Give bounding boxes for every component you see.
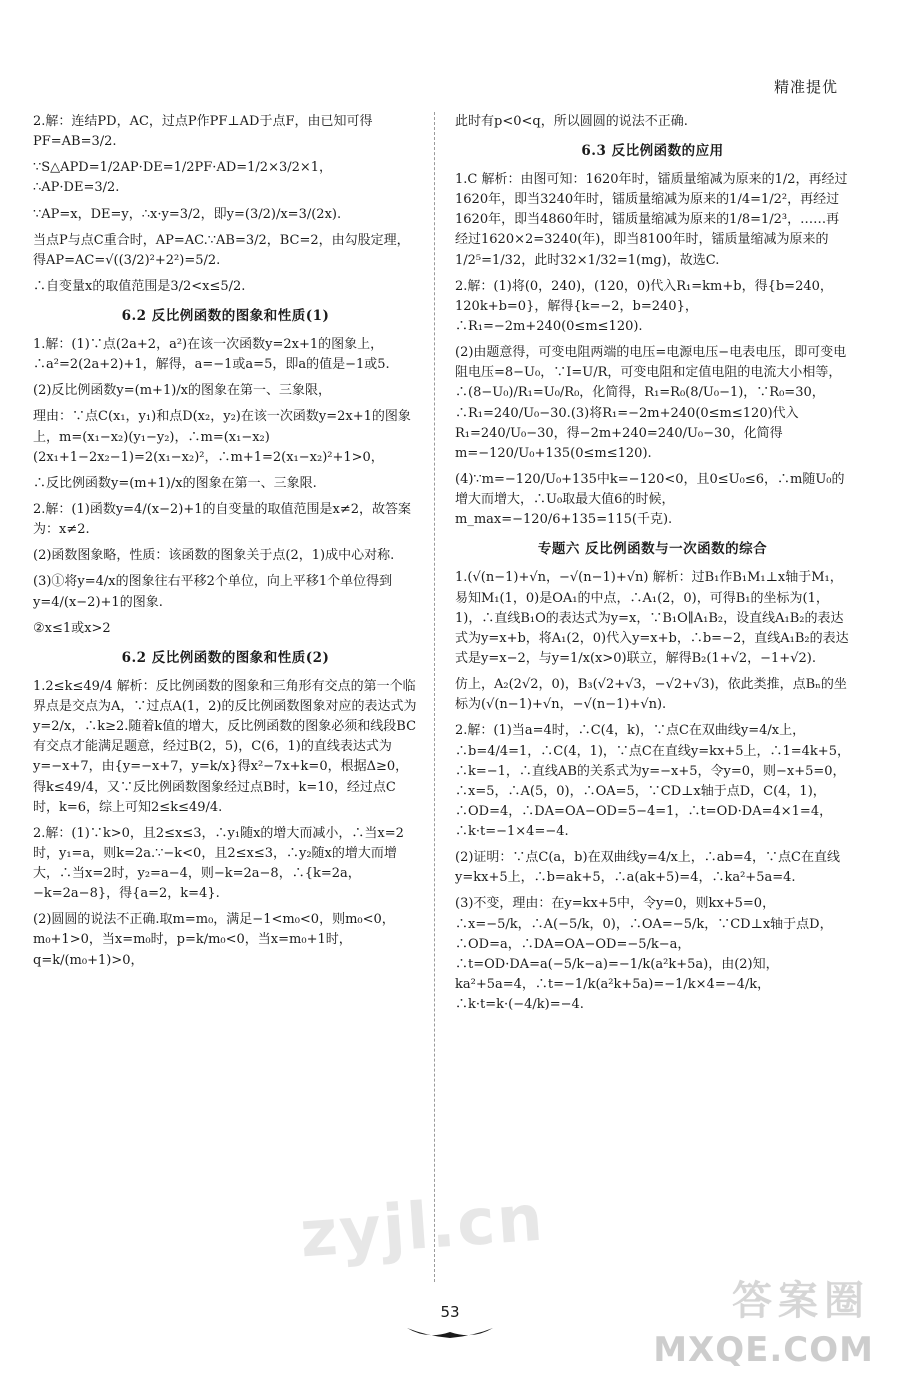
answer-paragraph: (3)不变，理由：在y=kx+5中，令y=0，则kx+5=0，∴x=−5/k，∴A(−5/k，0)，∴OA=−5/k，∵CD⊥x轴于点D，∴OD=a，∴DA=OA−OD=−5/k−a，∴t=OD·DA=a(−5/k−a)=−1/k(a²k+5a)，由(2)知，ka²+5a=4，∴t=−1/k(a²k+5a)=−1/k×4=−4/k，∴k·t=k·(−4/k)=−4. <box>455 896 833 1013</box>
answer-paragraph: 2.解：(1)函数y=4/(x−2)+1的自变量的取值范围是x≠2，故答案为：x≠2. <box>33 502 412 538</box>
answer-paragraph: (4)∵m=−120/U₀+135中k=−120<0，且0≤U₀≤6，∴m随U₀的增大而增大，∴U₀取最大值6的时候，m_max=−120/6+135=115(千克). <box>455 472 845 528</box>
page-ornament-icon <box>405 1322 495 1342</box>
section-title: 6.3 反比例函数的应用 <box>581 143 724 160</box>
answer-paragraph: 2.解：连结PD，AC，过点P作PF⊥AD于点F，由已知可得PF=AB=3/2. <box>33 114 373 150</box>
right-column <box>455 112 850 1282</box>
answer-paragraph: 2.解：(1)∵k>0，且2≤x≤3，∴y₁随x的增大而减小，∴当x=2时，y₁=a，则k=2a.∵−k<0，且2≤x≤3，∴y₂随x的增大而增大，∴当x=2时，y₂=a−4，则−k=2a−8，∴{k=2a，−k=2a−8}，得{a=2，k=4}. <box>33 825 404 902</box>
answer-paragraph: 此时有p<0<q，所以圆圆的说法不正确. <box>455 114 688 129</box>
answer-paragraph: ②x≤1或x>2 <box>33 620 111 636</box>
answer-paragraph: 理由：∵点C(x₁，y₁)和点D(x₂，y₂)在该一次函数y=2x+1的图象上，m=(x₁−x₂)(y₁−y₂)，∴m=(x₁−x₂)(2x₁+1−2x₂−1)=2(x₁−x₂)²，∴m+1=2(x₁−x₂)²+1>0， <box>33 409 411 465</box>
answer-paragraph: (2)函数图象略，性质：该函数的图象关于点(2，1)成中心对称. <box>33 548 395 564</box>
watermark-logo-text: 答案圈 <box>732 1278 870 1324</box>
answer-paragraph: 1.C 解析：由图可知：1620年时，镭质量缩减为原来的1/2，再经过1620年，即当3240年时，镭质量缩减为原来的1/4=1/2²，再经过1620年，即当4860年时，镭质量缩减为原来的1/8=1/2³，……再经过1620×2=3240(年)，即当8100年时，镭质量缩减为原来的1/2⁵=1/32，此时32×1/32=1(mg)，故选C. <box>455 172 848 268</box>
answer-paragraph: 2.解：(1)当a=4时，∴C(4，k)，∵点C在双曲线y=4/x上，∴b=4/4=1，∴C(4，1)，∵点C在直线y=kx+5上，∴1=4k+5，∴k=−1，∴直线AB的关系式为y=−x+5，令y=0，则−x+5=0，∴x=5，∴A(5，0)，∴OA=5，∵CD⊥x轴于点D，C(4，1)，∴OD=4，∴DA=OA−OD=5−4=1，∴t=OD·DA=4×1=4，∴k·t=−1×4=−4. <box>455 723 850 840</box>
answer-paragraph: (2)证明：∵点C(a，b)在双曲线y=4/x上，∴ab=4，∵点C在直线y=kx+5上，∴b=ak+5，∴a(ak+5)=4，∴ka²+5a=4. <box>455 850 840 886</box>
section-title: 6.2 反比例函数的图象和性质(1) <box>121 308 330 325</box>
answer-paragraph: ∴自变量x的取值范围是3/2<x≤5/2. <box>33 278 246 294</box>
watermark-domain: zyjl.cn <box>297 1181 547 1273</box>
answer-paragraph: 1.解：(1)∵点(2a+2，a²)在该一次函数y=2x+1的图象上，∴a²=2(2a+2)+1，解得，a=−1或a=5，即a的值是−1或5. <box>33 337 390 373</box>
answer-paragraph: ∵AP=x，DE=y，∴x·y=3/2，即y=(3/2)/x=3/(2x). <box>33 206 342 222</box>
answer-paragraph: 仿上，A₂(2√2，0)，B₃(√2+√3，−√2+√3)，依此类推，点Bₙ的坐标为(√(n−1)+√n，−√(n−1)+√n). <box>455 677 847 713</box>
answer-paragraph: ∵S△APD=1/2AP·DE=1/2PF·AD=1/2×3/2×1，∴AP·DE=3/2. <box>33 160 333 196</box>
answer-paragraph: (2)圆圆的说法不正确.取m=m₀，满足−1<m₀<0，则m₀<0，m₀+1>0，当x=m₀时，p=k/m₀<0，当x=m₀+1时，q=k/(m₀+1)>0， <box>33 912 395 968</box>
header-label: 精准提优 <box>773 78 838 96</box>
answer-paragraph: 当点P与点C重合时，AP=AC.∵AB=3/2，BC=2，由勾股定理，得AP=AC=√((3/2)²+2²)=5/2. <box>33 232 410 268</box>
answer-paragraph: 2.解：(1)将(0，240)，(120，0)代入R₁=km+b，得{b=240，120k+b=0}，解得{k=−2，b=240}，∴R₁=−2m+240(0≤m≤120). <box>455 278 833 335</box>
section-title: 6.2 反比例函数的图象和性质(2) <box>121 649 330 666</box>
left-column <box>33 112 418 1282</box>
page-number: 53 <box>440 1303 460 1321</box>
watermark-corner-logo <box>653 1272 890 1382</box>
answer-paragraph: ∴反比例函数y=(m+1)/x的图象在第一、三象限. <box>33 475 317 491</box>
answer-paragraph: 1.2≤k≤49/4 解析：反比例函数的图象和三角形有交点的第一个临界点是交点为A，∵过点A(1，2)的反比例函数图象对应的表达式为y=2/x，∴k≥2.随着k值的增大，反比例函数的图象必须和线段BC有交点才能满足题意，经过B(2，5)，C(6，1)的直线表达式为y=−x+7，由{y=−x+7，y=k/x}得x²−7x+k=0，根据Δ≥0，得k≤49/4，又∵反比例函数图象经过点B时，k=10，经过点C时，k=6，综上可知2≤k≤49/4. <box>33 678 417 815</box>
watermark-site-text: MXQE.COM <box>653 1330 874 1370</box>
answer-paragraph: (2)由题意得，可变电阻两端的电压=电源电压−电表电压，即可变电阻电压=8−U₀，∵I=U/R，可变电阻和定值电阻的电流大小相等，∴(8−U₀)/R₁=U₀/R₀，化简得，R₁=R₀(8/U₀−1)，∵R₀=30，∴R₁=240/U₀−30.(3)将R₁=−2m+240(0≤m≤120)代入R₁=240/U₀−30，得−2m+240=240/U₀−30，化简得m=−120/U₀+135(0≤m≤120). <box>455 345 847 461</box>
answer-paragraph: 1.(√(n−1)+√n，−√(n−1)+√n) 解析：过B₁作B₁M₁⊥x轴于M₁，易知M₁(1，0)是OA₁的中点，∴A₁(2，0)，可得B₁的坐标为(1，1)，∴直线B₁O的表达式为y=x，∵B₁O∥A₁B₂，设直线A₁B₂的表达式为y=x+b，将A₁(2，0)代入y=x+b，∴b=−2，直线A₁B₂的表达式是y=x−2，与y=1/x(x>0)联立，解得B₂(1+√2，−1+√2). <box>455 570 849 666</box>
answer-paragraph: (3)①将y=4/x的图象往右平移2个单位，向上平移1个单位得到y=4/(x−2)+1的图象. <box>33 574 393 610</box>
column-divider <box>434 112 436 1282</box>
section-title: 专题六 反比例函数与一次函数的综合 <box>537 541 768 558</box>
answer-paragraph: (2)反比例函数y=(m+1)/x的图象在第一、三象限， <box>33 383 331 399</box>
